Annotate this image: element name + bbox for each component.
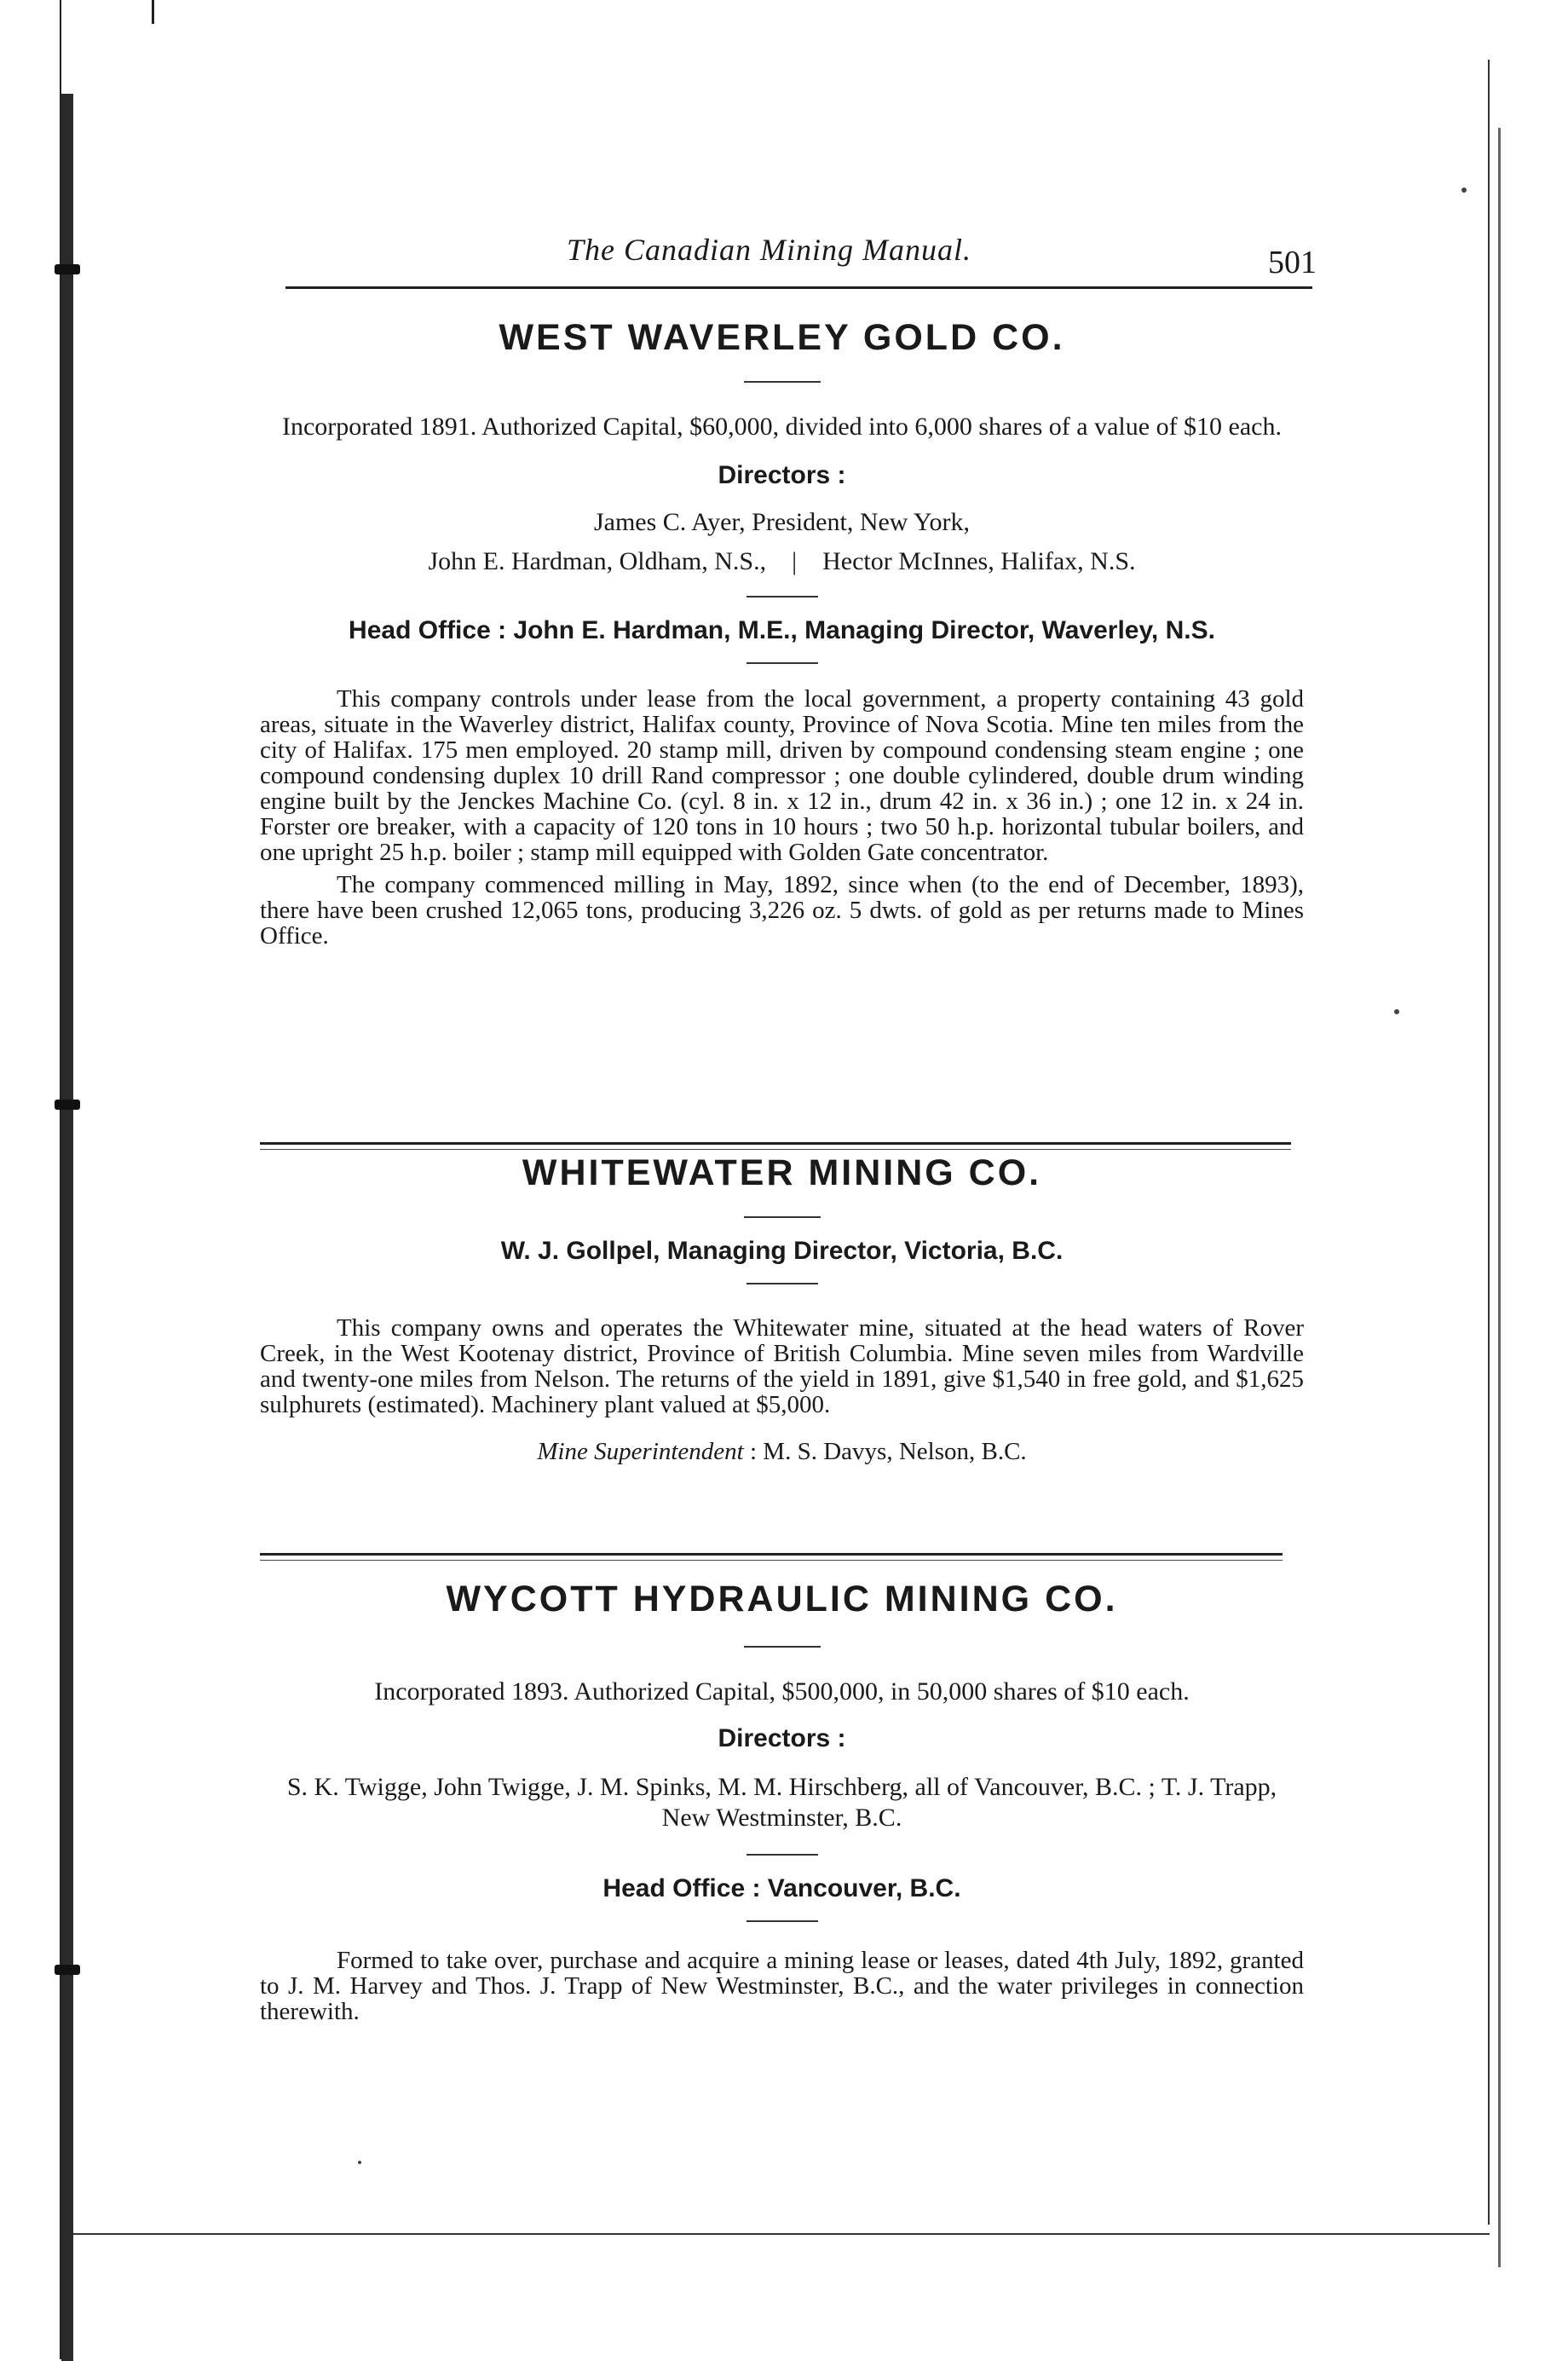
section-rule <box>260 1553 1283 1556</box>
section-rule <box>260 1142 1291 1145</box>
section-wycott <box>260 1579 1304 2024</box>
section-whitewater <box>260 1152 1304 1467</box>
page-number: 501 <box>1268 245 1317 280</box>
spine-mark <box>55 1965 80 1975</box>
directors-line-1 <box>260 507 1304 538</box>
director-separator: | <box>792 547 798 575</box>
spine-mark <box>55 1100 80 1110</box>
scan-speck <box>1461 188 1467 193</box>
head-office: Head Office : Vancouver, B.C. <box>602 1874 961 1902</box>
section-rule-thin <box>260 1560 1283 1561</box>
page-edge-right-shadow <box>1498 128 1501 2267</box>
page-edge-bottom <box>73 2233 1490 2235</box>
body-paragraph: Formed to take over, purchase and acquire a mining lease or leases, dated 4th July, 1892, granted to J. M. Harvey and Thos. J. Trapp of New Westminster, B.C., and the water privileges in connection therewith. <box>260 1947 1304 2025</box>
company-title: WHITEWATER MINING CO. <box>522 1152 1042 1193</box>
section-rule-thin <box>260 1149 1291 1150</box>
head-office: Head Office : John E. Hardman, M.E., Managing Director, Waverley, N.S. <box>349 616 1215 644</box>
spine-mark <box>55 264 80 274</box>
short-rule <box>744 1216 821 1218</box>
short-rule <box>744 1646 821 1648</box>
book-spine <box>61 94 73 2361</box>
short-rule <box>744 381 821 383</box>
short-rule <box>747 1854 818 1856</box>
section-west-waverley <box>260 317 1304 949</box>
short-rule <box>747 596 818 597</box>
superintendent-label: Mine Superintendent <box>537 1438 744 1465</box>
body-paragraph: This company owns and operates the Whitewater mine, situated at the head waters of Rover Creek, in the West Kootenay district, Province of British Columbia. Mine seven miles from Wardville and twenty-one miles from Nelson. The returns of the yield in 1891, give $1,540 in free gold, and $1,625 sulphurets (estimated). Machinery plant valued at $5,000. <box>260 1314 1304 1418</box>
short-rule <box>747 1283 818 1284</box>
incorporation-line: Incorporated 1893. Authorized Capital, $500,000, in 50,000 shares of $10 each. <box>374 1677 1190 1706</box>
short-rule <box>747 662 818 664</box>
scan-speck <box>1394 1009 1399 1014</box>
incorporation-line: Incorporated 1891. Authorized Capital, $60,000, divided into 6,000 shares of a value of $10 each. <box>281 413 1283 441</box>
scan-speck <box>358 2161 361 2164</box>
superintendent-line <box>260 1436 1304 1467</box>
superintendent-value: : M. S. Davys, Nelson, B.C. <box>750 1438 1027 1465</box>
director-mcinnes: Hector McInnes, Halifax, N.S. <box>822 547 1136 575</box>
body-paragraph: The company commenced milling in May, 1892, since when (to the end of December, 1893), there have been crushed 12,065 tons, producing 3,226 oz. 5 dwts. of gold as per returns made to Mines Office. <box>260 871 1304 950</box>
director-hardman: John E. Hardman, Oldham, N.S., <box>428 547 767 575</box>
body-paragraph: This company controls under lease from the local government, a property containing 43 gold areas, situate in the Waverley district, Halifax county, Province of Nova Scotia. Mine ten miles from the city of Halifax. 175 men employed. 20 stamp mill, driven by compound condensing steam engine ; one compound condensing duplex 10 drill Rand compressor ; one double cylindered, double drum winding engine built by the Jenckes Machine Co. (cyl. 8 in. x 12 in., drum 42 in. x 36 in.) ; one 12 in. x 24 in. Forster ore breaker, with a capacity of 120 tons in 10 hours ; two 50 h.p. horizontal tubular boilers, and one upright 25 h.p. boiler ; stamp mill equipped with Golden Gate concentrator. <box>260 685 1304 866</box>
page-edge-right <box>1488 60 1490 2225</box>
running-title: The Canadian Mining Manual. <box>567 233 971 267</box>
director-ayer: James C. Ayer, President, New York, <box>593 508 971 536</box>
directors-label: Directors : <box>718 1724 846 1752</box>
company-title: WYCOTT HYDRAULIC MINING CO. <box>446 1579 1118 1619</box>
header-rule <box>285 286 1312 289</box>
short-rule <box>747 1920 818 1922</box>
directors-list: S. K. Twigge, John Twigge, J. M. Spinks, M. M. Hirschberg, all of Vancouver, B.C. ; T. J. Trapp, New Westminster, B.C. <box>286 1773 1277 1832</box>
directors-line-2 <box>260 546 1304 577</box>
company-title: WEST WAVERLEY GOLD CO. <box>499 317 1065 358</box>
directors-label: Directors : <box>718 461 846 489</box>
running-head <box>285 228 1317 280</box>
head-office: W. J. Gollpel, Managing Director, Victoria, B.C. <box>500 1237 1064 1265</box>
book-left-edge <box>0 0 61 2359</box>
scan-tick <box>152 0 154 24</box>
